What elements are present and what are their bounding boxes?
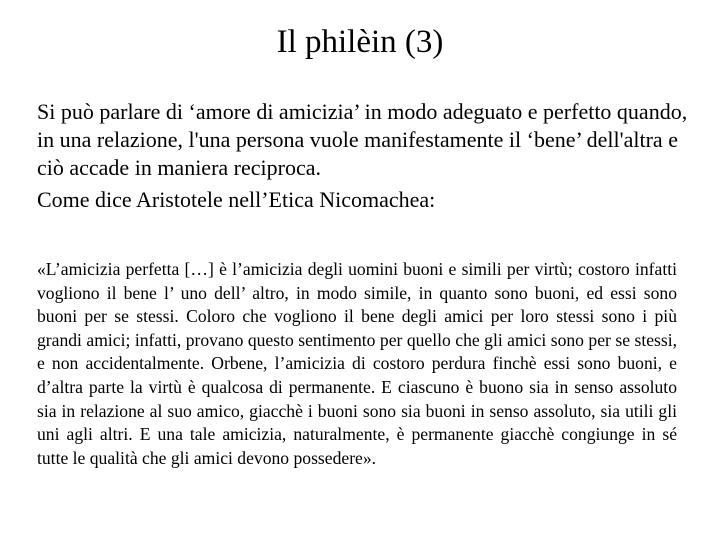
citation-intro: Come dice Aristotele nell’Etica Nicomachea: <box>37 187 436 212</box>
intro-paragraph: Si può parlare di ‘amore di amicizia’ in modo adeguato e perfetto quando, in una relazione, l'una persona vuole manifestamente il ‘bene’ dell'altra e ciò accade in maniera reciproca. <box>37 99 688 180</box>
intro-block <box>37 98 697 214</box>
slide-title: Il philèin (3) <box>276 24 444 60</box>
aristotle-quote: «L’amicizia perfetta […] è l’amicizia degli uomini buoni e simili per virtù; costoro infatti vogliono il bene l’ uno dell’ altro, in modo simile, in quanto sono buoni, ed essi sono buoni per se stessi. Coloro che vogliono il bene degli amici per loro stessi sono i più grandi amici; infatti, provano questo sentimento per quello che gli amici sono per se stessi, e non accidentalmente. Orbene, l’amicizia di costoro perdura finchè essi sono buoni, e d’altra parte la virtù è qualcosa di permanente. E ciascuno è buono sia in senso assoluto sia in relazione al suo amico, giacchè i buoni sono sia buoni in senso assoluto, sia utili gli uni agli altri. E una tale amicizia, naturalmente, è permanente giacchè congiunge in sé tutte le qualità che gli amici devono possedere». <box>37 259 677 468</box>
